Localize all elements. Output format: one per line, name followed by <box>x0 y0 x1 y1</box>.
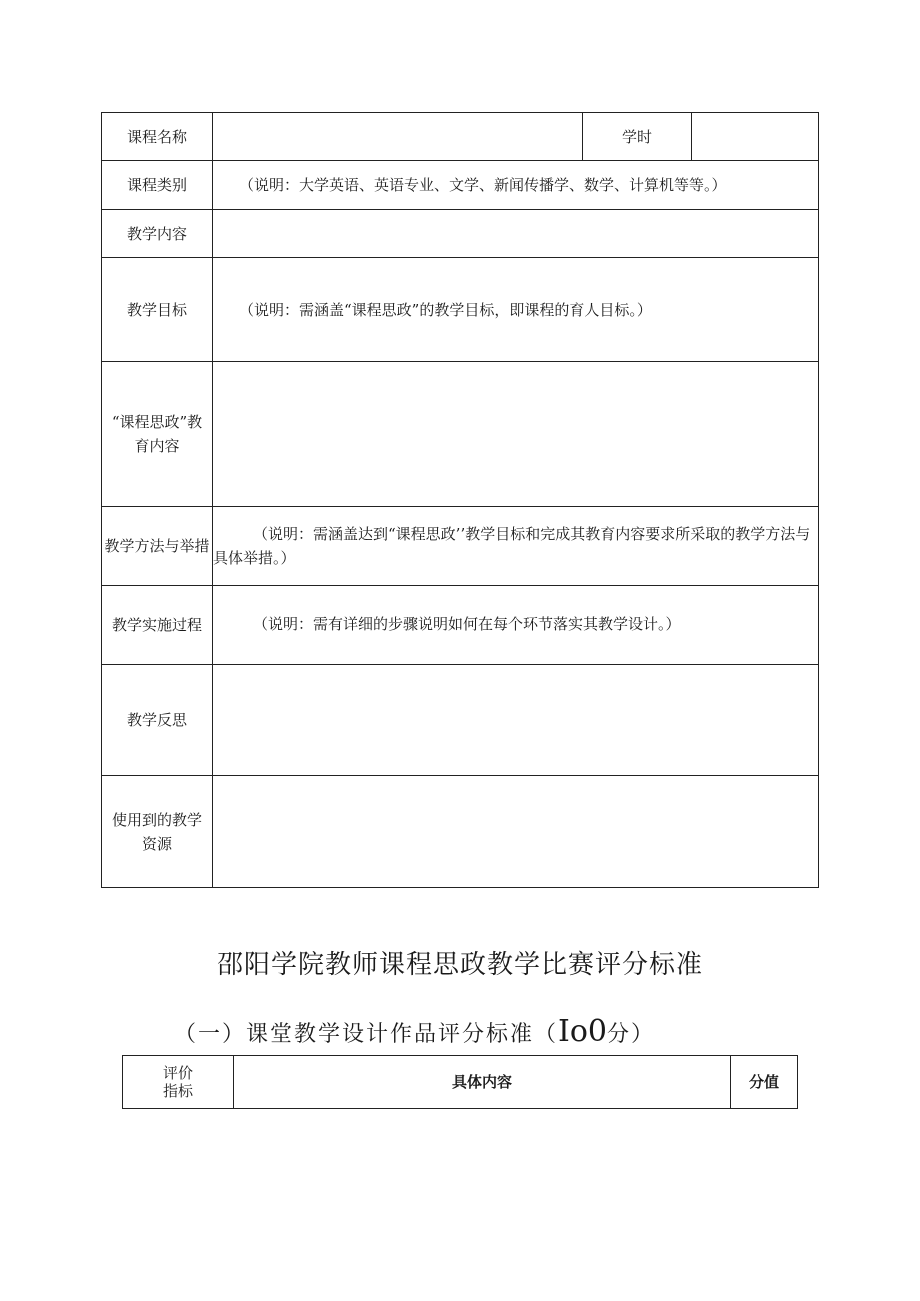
subtitle-score: Io0 <box>558 1014 608 1049</box>
reflection-field[interactable] <box>213 665 819 776</box>
section-subtitle <box>174 1014 655 1049</box>
process-label: 教学实施过程 <box>102 586 213 665</box>
ideology-content-label: “课程思政”教育内容 <box>102 362 213 507</box>
reflection-label: 教学反思 <box>102 665 213 776</box>
header-specific-content: 具体内容 <box>234 1056 731 1109</box>
process-note[interactable]: （说明：需有详细的步骤说明如何在每个环节落实其教学设计。） <box>213 586 819 665</box>
class-hours-field[interactable] <box>692 113 819 161</box>
header-score: 分值 <box>731 1056 798 1109</box>
page-title: 邵阳学院教师课程思政教学比赛评分标准 <box>216 950 703 980</box>
subtitle-suffix: 分） <box>607 1022 656 1047</box>
resources-label: 使用到的教学资源 <box>102 776 213 888</box>
ideology-content-field[interactable] <box>213 362 819 507</box>
course-category-note[interactable]: （说明：大学英语、英语专业、文学、新闻传播学、数学、计算机等等。） <box>213 161 819 210</box>
method-label: 教学方法与举措 <box>102 507 213 586</box>
course-category-label: 课程类别 <box>102 161 213 210</box>
teaching-content-field[interactable] <box>213 210 819 258</box>
header-evaluation-index: 评价指标 <box>123 1056 234 1109</box>
course-name-label: 课程名称 <box>102 113 213 161</box>
resources-field[interactable] <box>213 776 819 888</box>
class-hours-label: 学时 <box>583 113 692 161</box>
scoring-table <box>122 1055 798 1109</box>
teaching-goal-note[interactable]: （说明：需涵盖“课程思政”的教学目标，即课程的育人目标。） <box>213 258 819 362</box>
lesson-design-form <box>101 112 819 888</box>
method-note[interactable]: （说明：需涵盖达到“课程思政’’教学目标和完成其教育内容要求所采取的教学方法与具体举措。） <box>213 507 819 586</box>
subtitle-prefix: （一）课堂教学设计作品评分标准（ <box>174 1022 559 1047</box>
teaching-goal-label: 教学目标 <box>102 258 213 362</box>
teaching-content-label: 教学内容 <box>102 210 213 258</box>
course-name-field[interactable] <box>213 113 583 161</box>
